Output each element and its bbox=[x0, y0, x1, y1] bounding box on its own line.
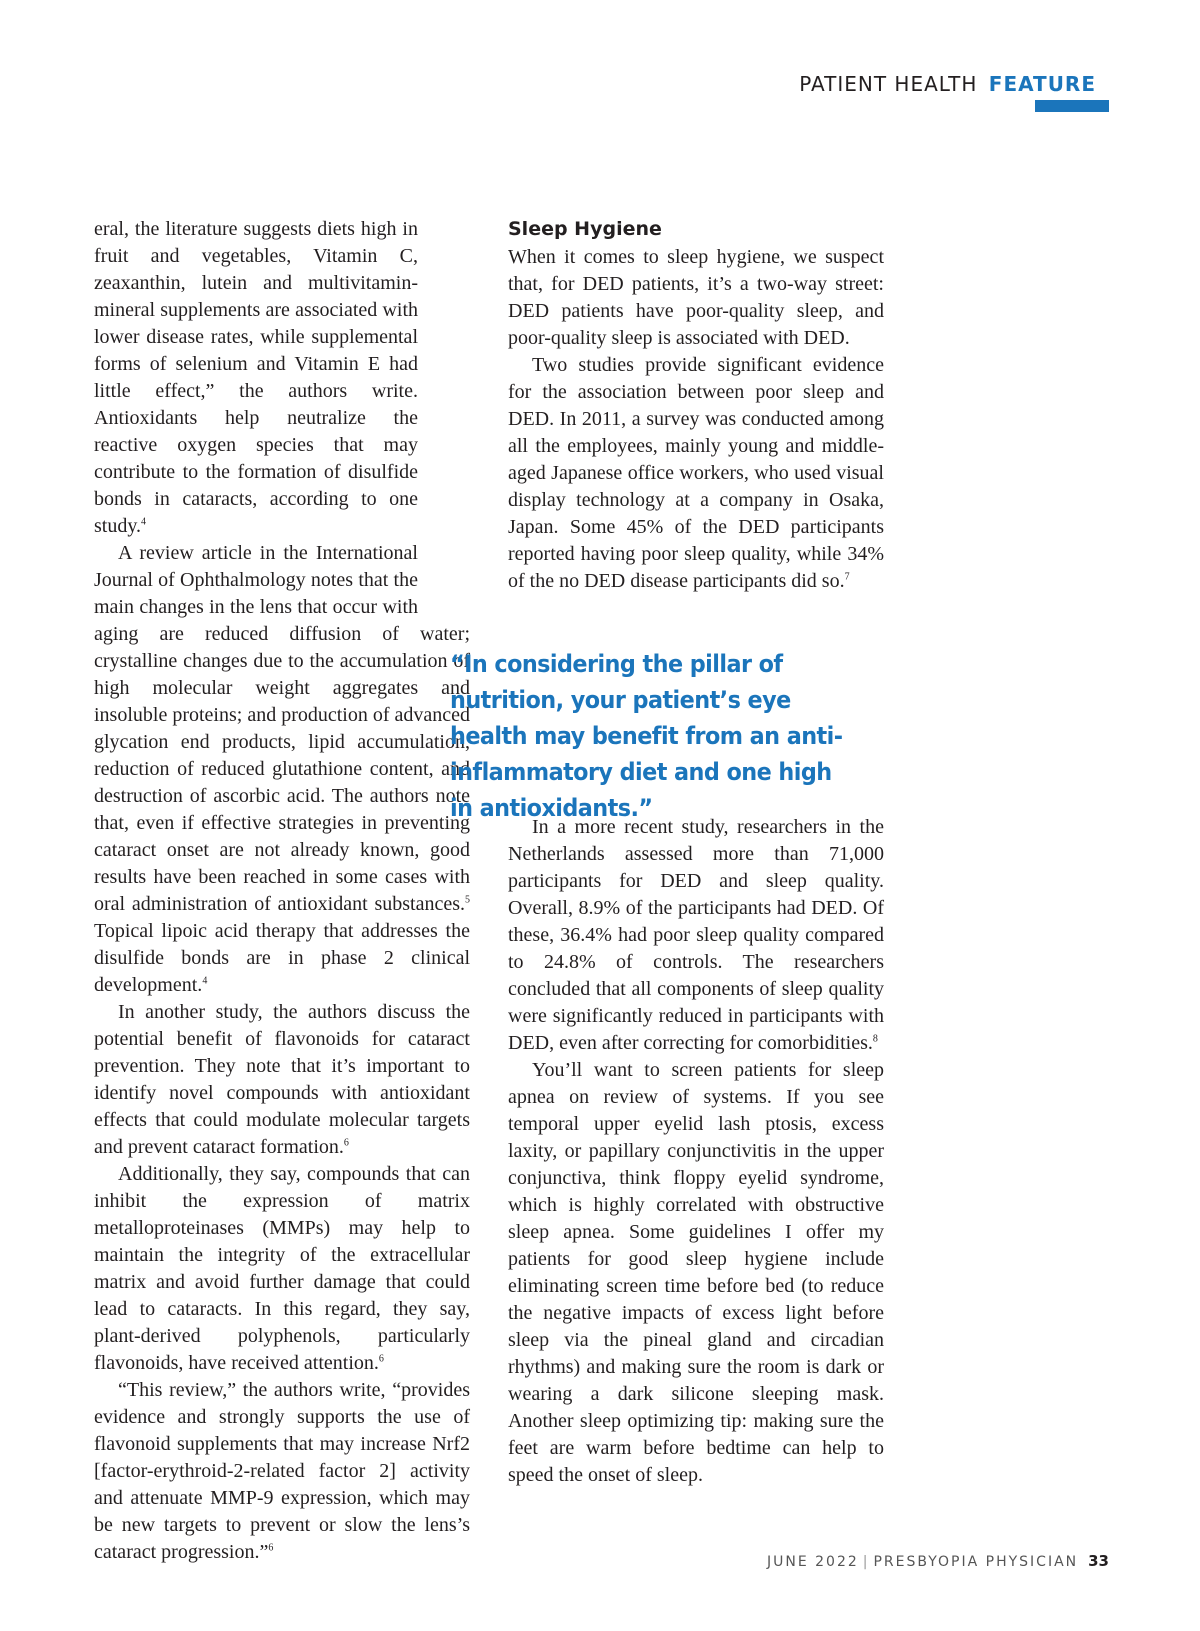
left-paragraph-1: eral, the literature suggests diets high in fruit and vegetables, Vitamin C, zeaxanthin, lutein and multivitamin-mineral supplements are associated with lower disease rates, while supplemental forms of selenium and Vitamin E had little effect,” the authors write. Antioxidants help neutralize the reactive oxygen species that may contribute to the formation of disulfide bonds in cataracts, according to one study.$^4$ bbox=[94, 218, 418, 537]
right-paragraph-1: When it comes to sleep hygiene, we suspect that, for DED patients, it’s a two-way street: DED patients have poor-quality sleep, and poor-quality sleep is associated with DED. bbox=[508, 246, 884, 349]
citation-ref: 4 bbox=[141, 516, 147, 528]
citation-ref: 8 bbox=[872, 1033, 878, 1045]
page-footer bbox=[767, 1552, 1109, 1570]
feature-label: FEATURE bbox=[988, 72, 1096, 96]
section-label: PATIENT HEALTH bbox=[799, 72, 978, 96]
left-paragraph-3: In another study, the authors discuss the potential benefit of flavonoids for cataract prevention. They note that it’s important to identify novel compounds with antioxidant effects that could modulate molecular targets and prevent cataract formation.$^6$ bbox=[94, 1001, 470, 1158]
pullquote-wrap-space bbox=[418, 408, 470, 598]
running-header bbox=[799, 72, 1096, 96]
citation-ref: 6 bbox=[343, 1137, 349, 1149]
issue-date: JUNE 2022 bbox=[766, 1554, 859, 1570]
citation-ref: 5 bbox=[465, 894, 470, 906]
right-column-upper bbox=[508, 216, 884, 595]
left-paragraph-4: Additionally, they say, compounds that can inhibit the expression of matrix metalloproteinases (MMPs) may help to maintain the integrity of the extracellular matrix and avoid further damage that could lead to cataracts. In this regard, they say, plant-derived polyphenols, particularly flavonoids, have received attention.$^6$ bbox=[94, 1163, 470, 1374]
right-paragraph-4: You’ll want to screen patients for sleep apnea on review of systems. If you see temporal upper eyelid lash ptosis, excess laxity, or papillary conjunctivitis in the upper conjunctiva, think floppy eyelid syndrome, which is highly correlated with obstructive sleep apnea. Some guidelines I offer my patients for good sleep hygiene include eliminating screen time before bed (to reduce the negative impacts of excess light before sleep via the pineal gland and circadian rhythms) and making sure the room is dark or wearing a dark silicone sleeping mask. Another sleep optimizing tip: making sure the feet are warm before bedtime can help to speed the onset of sleep. bbox=[508, 1059, 884, 1486]
section-heading: Sleep Hygiene bbox=[508, 218, 662, 240]
publication-name: PRESBYOPIA PHYSICIAN bbox=[873, 1554, 1079, 1570]
left-paragraph-2: A review article in the International Journal of Ophthalmology notes that the main changes in the lens that occur with aging are reduced diffusion of water; crystalline changes due to the accumulation of high molecular weight aggregates and insoluble proteins; and production of advanced glycation end products, lipid accumulation, reduction of reduced glutathione content, and destruction of ascorbic acid. The authors note that, even if effective strategies in preventing cataract onset are not already known, good results have been reached in some cases with oral administration of antioxidant substances.$^5$ Topical lipoic acid therapy that addresses the disulfide bonds are in phase 2 clinical development.$^4$ bbox=[94, 542, 471, 996]
pull-quote: “In considering the pillar of nutrition, your patient’s eye health may benefit from an anti-inflammatory diet and one high in antioxidants.” bbox=[450, 650, 843, 822]
citation-ref: 4 bbox=[202, 975, 208, 987]
citation-ref: 6 bbox=[268, 1542, 274, 1554]
left-paragraph-5: “This review,” the authors write, “provides evidence and strongly supports the use of flavonoid supplements that may increase Nrf2 [factor-erythroid-2-related factor 2] activity and attenuate MMP-9 expression, which may be new targets to prevent or slow the lens’s cataract progression.”$^6$ bbox=[94, 1379, 470, 1563]
citation-ref: 7 bbox=[844, 571, 850, 583]
page-number: 33 bbox=[1088, 1552, 1109, 1570]
right-column-lower bbox=[508, 814, 884, 1489]
citation-ref: 6 bbox=[378, 1353, 384, 1365]
right-paragraph-3: In a more recent study, researchers in the Netherlands assessed more than 71,000 participants for DED and sleep quality. Overall, 8.9% of the participants had DED. Of these, 36.4% had poor sleep quality compared to 24.8% of controls. The researchers concluded that all components of sleep quality were significantly reduced in participants with DED, even after correcting for comorbidities.$^8$ bbox=[508, 816, 884, 1054]
header-accent-bar bbox=[1035, 100, 1109, 112]
right-paragraph-2: Two studies provide significant evidence for the association between poor sleep and DED. In 2011, a survey was conducted among all the employees, mainly young and middle-aged Japanese office workers, who used visual display technology at a company in Osaka, Japan. Some 45% of the DED participants reported having poor sleep quality, while 34% of the no DED disease participants did so.$^7$ bbox=[508, 354, 884, 592]
footer-separator: | bbox=[862, 1554, 870, 1570]
left-column bbox=[94, 216, 470, 1566]
